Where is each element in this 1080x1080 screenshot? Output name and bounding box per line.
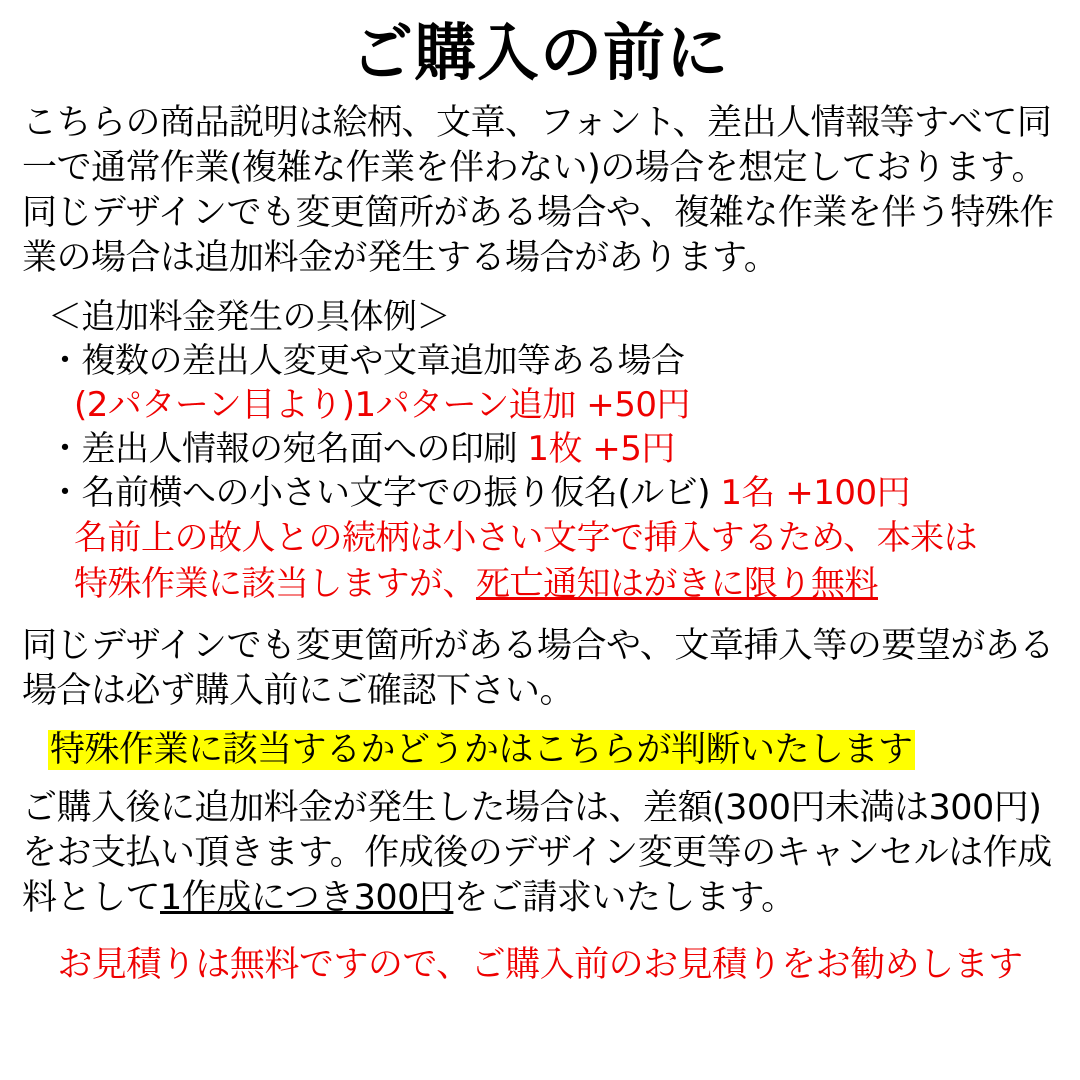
examples-note-line-2 (48, 562, 1058, 606)
example-item-3-label: ・名前横への小さい文字での振り仮名(ルビ) (48, 473, 711, 514)
intro-paragraph: こちらの商品説明は絵柄、文章、フォント、差出人情報等すべて同一で通常作業(複雑な作業を伴わない)の場合を想定しております。同じデザインでも変更箇所がある場合や、複雑な作業を伴う特殊作業の場合は追加料金が発生する場合があります。 (22, 103, 1054, 278)
page-title: ご購入の前に (350, 16, 729, 89)
example-item-1-detail-text: (2パターン目より)1パターン追加 +50円 (74, 385, 690, 425)
examples-note-line-1: 名前上の故人との続柄は小さい文字で挿入するため、本来は (74, 517, 978, 558)
example-item-2-label: ・差出人情報の宛名面への印刷 (48, 429, 517, 470)
example-item-3-price: 1名 +100円 (720, 473, 911, 514)
example-item-1-detail (48, 383, 1058, 427)
examples-note-line-2-plain: 特殊作業に該当しますが、 (74, 563, 476, 604)
fee-paragraph-part2: をご請求いたします。 (453, 877, 796, 918)
fee-paragraph-part1: ご購入後に追加料金が発生した場合は、差額(300円未満は300円)をお支払い頂きます。作成後のデザイン変更等のキャンセルは作成料として (22, 788, 1052, 918)
examples-heading: ＜追加料金発生の具体例＞ (48, 296, 450, 337)
highlight-text: 特殊作業に該当するかどうかはこちらが判断いたします (50, 729, 913, 770)
confirm-paragraph: 同じデザインでも変更箇所がある場合や、文章挿入等の要望がある場合は必ず購入前にご確認下さい。 (22, 625, 1054, 711)
highlight-line (22, 728, 1058, 773)
example-item-3 (48, 471, 1058, 515)
fee-paragraph (22, 786, 1058, 920)
examples-note-line-2-underlined: 死亡通知はがきに限り無料 (476, 563, 878, 604)
example-item-2 (48, 427, 1058, 471)
fee-paragraph-underlined: 1作成につき300円 (160, 877, 454, 918)
example-item-2-price: 1枚 +5円 (527, 429, 675, 470)
example-item-1 (48, 339, 1058, 383)
examples-section (22, 295, 1058, 606)
example-item-1-label: ・複数の差出人変更や文章追加等ある場合 (48, 340, 685, 381)
closing-text: お見積りは無料ですので、ご購入前のお見積りをお勧めします (57, 944, 1023, 985)
